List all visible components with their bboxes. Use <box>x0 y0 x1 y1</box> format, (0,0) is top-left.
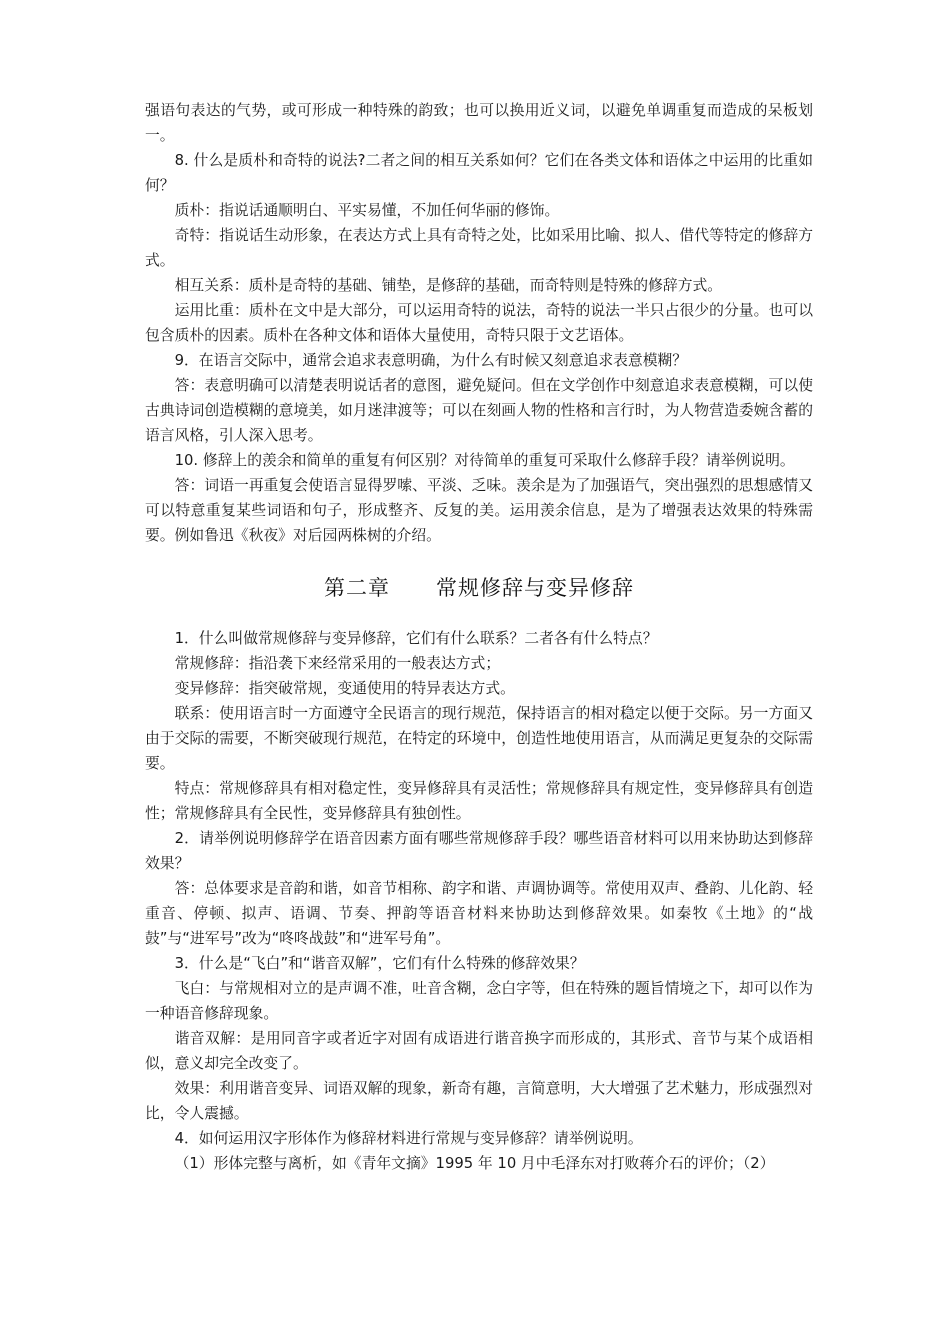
answer-paragraph: 特点：常规修辞具有相对稳定性，变异修辞具有灵活性；常规修辞具有规定性，变异修辞具有创造性；常规修辞具有全民性，变异修辞具有独创性。 <box>145 780 813 822</box>
answer-paragraph: 答：总体要求是音韵和谐，如音节相称、韵字和谐、声调协调等。常使用双声、叠韵、儿化韵、轻重音、停顿、拟声、语调、节奏、押韵等语音材料来协助达到修辞效果。如秦牧《土地》的“战鼓”与“进军号”改为“咚咚战鼓”和“进军号角”。 <box>145 880 813 947</box>
paragraph-continuation: 强语句表达的气势，或可形成一种特殊的韵致；也可以换用近义词，以避免单调重复而造成的呆板划一。 <box>145 102 813 144</box>
document-page <box>145 98 813 1176</box>
answer-paragraph: 奇特：指说话生动形象，在表达方式上具有奇特之处，比如采用比喻、拟人、借代等特定的修辞方式。 <box>145 227 813 269</box>
answer-paragraph: 变异修辞：指突破常规，变通使用的特异表达方式。 <box>174 680 515 697</box>
question-2: 2．请举例说明修辞学在语音因素方面有哪些常规修辞手段？哪些语音材料可以用来协助达到修辞效果？ <box>145 830 813 872</box>
chapter-title: 第二章 常规修辞与变异修辞 <box>323 576 635 600</box>
question-3: 3．什么是“飞白”和“谐音双解”，它们有什么特殊的修辞效果？ <box>174 955 585 972</box>
answer-paragraph: 运用比重：质朴在文中是大部分，可以运用奇特的说法，奇特的说法一半只占很少的分量。也可以包含质朴的因素。质朴在各种文体和语体大量使用，奇特只限于文艺语体。 <box>145 302 813 344</box>
question-9: 9．在语言交际中，通常会追求表意明确，为什么有时候又刻意追求表意模糊？ <box>174 352 688 369</box>
question-8: 8. 什么是质朴和奇特的说法?二者之间的相互关系如何？它们在各类文体和语体之中运用的比重如何？ <box>145 152 813 194</box>
answer-paragraph: 答：词语一再重复会使语言显得罗嗦、平淡、乏味。羡余是为了加强语气，突出强烈的思想感情又可以特意重复某些词语和句子，形成整齐、反复的美。运用羡余信息，是为了增强表达效果的特殊需要。例如鲁迅《秋夜》对后园两株树的介绍。 <box>145 477 813 544</box>
answer-paragraph: （1）形体完整与离析，如《青年文摘》1995 年 10 月中毛泽东对打败蒋介石的评价；（2） <box>174 1155 775 1172</box>
answer-paragraph: 效果：利用谐音变异、词语双解的现象，新奇有趣，言简意明，大大增强了艺术魅力，形成强烈对比，令人震撼。 <box>145 1080 813 1122</box>
question-10: 10. 修辞上的羡余和简单的重复有何区别？对待简单的重复可采取什么修辞手段？请举例说明。 <box>174 452 795 469</box>
answer-paragraph: 质朴：指说话通顺明白、平实易懂，不加任何华丽的修饰。 <box>174 202 560 219</box>
question-4: 4．如何运用汉字形体作为修辞材料进行常规与变异修辞？请举例说明。 <box>174 1130 643 1147</box>
answer-paragraph: 飞白：与常规相对立的是声调不准，吐音含糊，念白字等，但在特殊的题旨情境之下，却可以作为一种语音修辞现象。 <box>145 980 813 1022</box>
question-1: 1．什么叫做常规修辞与变异修辞，它们有什么联系？二者各有什么特点？ <box>174 630 658 647</box>
answer-paragraph: 相互关系：质朴是奇特的基础、铺垫，是修辞的基础，而奇特则是特殊的修辞方式。 <box>174 277 723 294</box>
answer-paragraph: 联系：使用语言时一方面遵守全民语言的现行规范，保持语言的相对稳定以便于交际。另一方面又由于交际的需要，不断突破现行规范，在特定的环境中，创造性地使用语言，从而满足更复杂的交际需要。 <box>145 705 813 772</box>
answer-paragraph: 答：表意明确可以清楚表明说话者的意图，避免疑问。但在文学创作中刻意追求表意模糊，可以使古典诗词创造模糊的意境美，如月迷津渡等；可以在刻画人物的性格和言行时，为人物营造委婉含蓄的语言风格，引人深入思考。 <box>145 377 813 444</box>
answer-paragraph: 常规修辞：指沿袭下来经常采用的一般表达方式； <box>174 655 501 672</box>
answer-paragraph: 谐音双解：是用同音字或者近字对固有成语进行谐音换字而形成的，其形式、音节与某个成语相似，意义却完全改变了。 <box>145 1030 813 1072</box>
